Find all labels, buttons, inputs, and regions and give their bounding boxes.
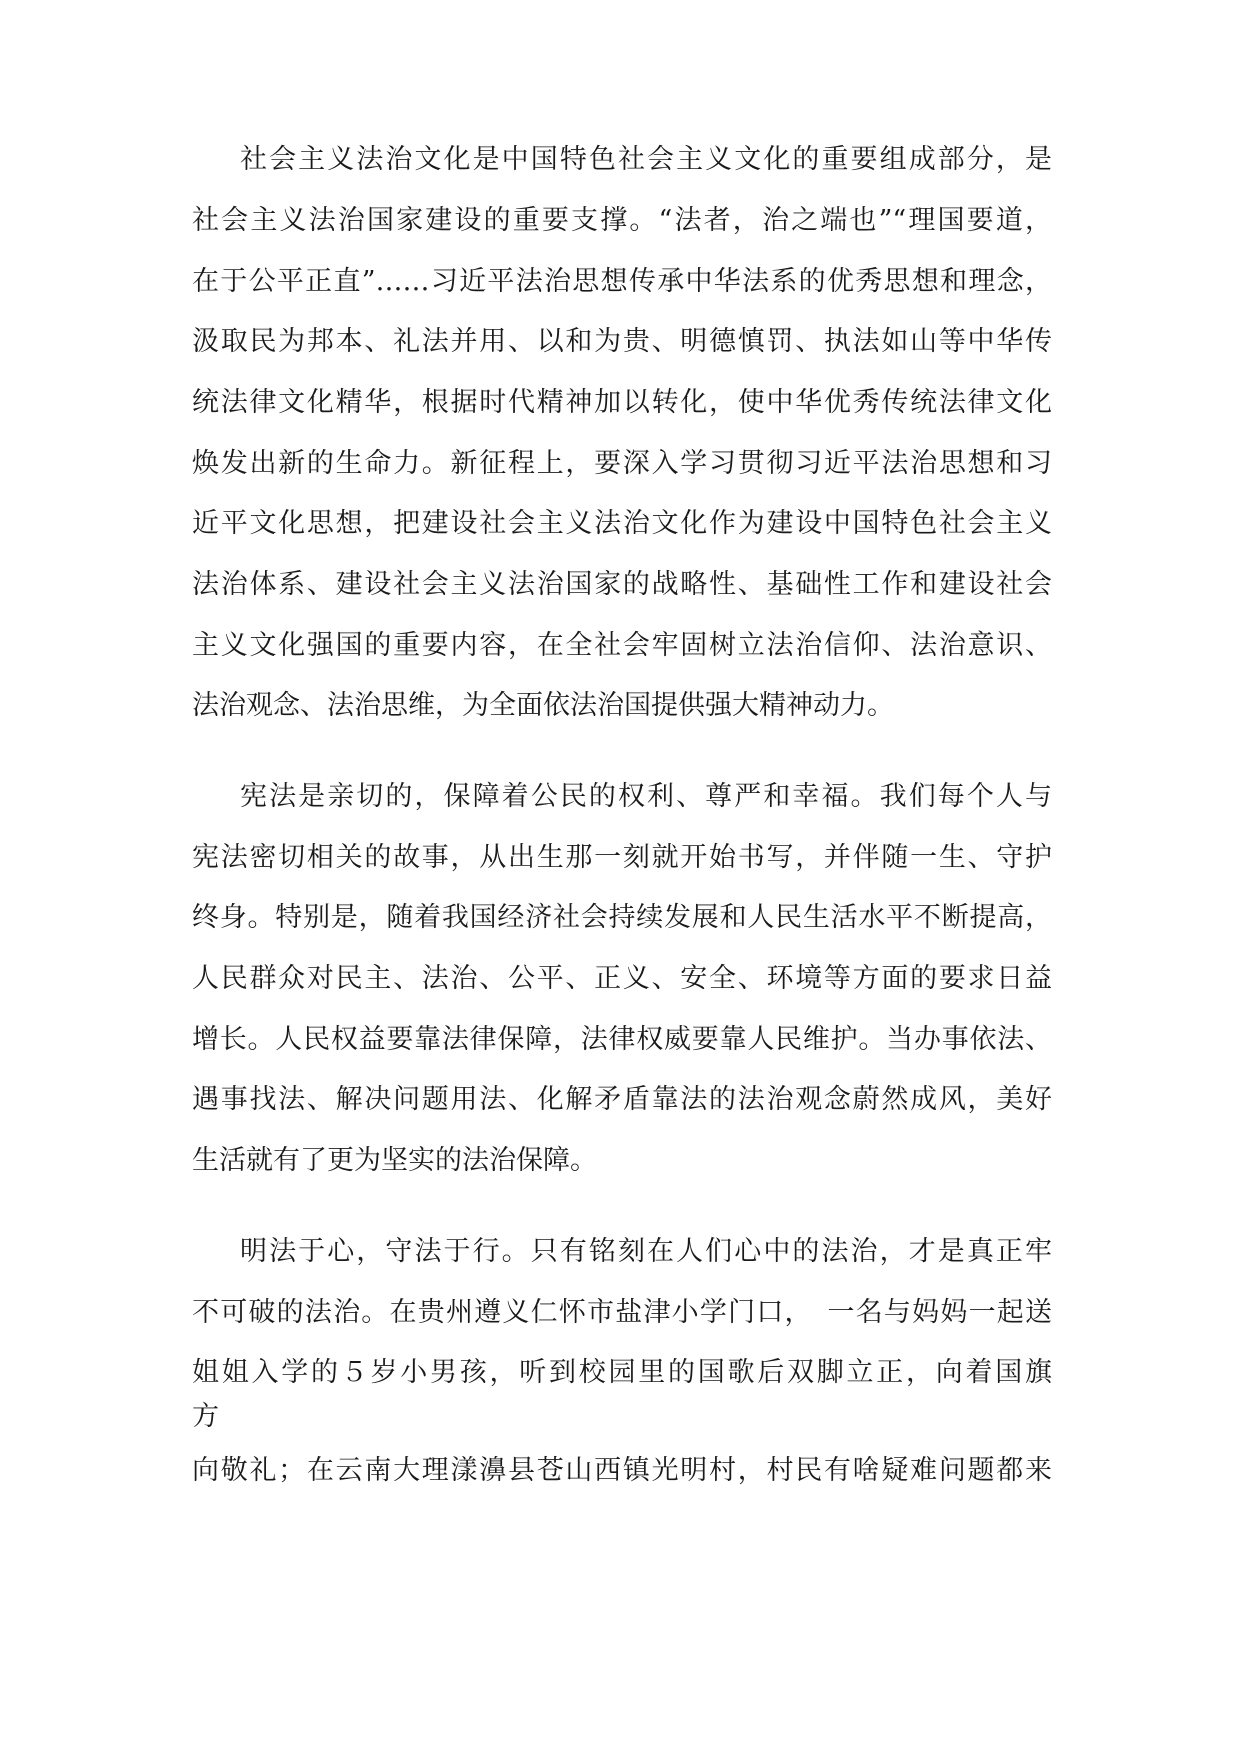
text-line: 法治体系、建设社会主义法治国家的战略性、基础性工作和建设社会 [192, 569, 1052, 600]
text-line: 不可破的法治。在贵州遵义仁怀市盐津小学门口， 一名与妈妈一起送 [192, 1297, 1052, 1328]
text-line: 在于公平正直”……习近平法治思想传承中华法系的优秀思想和理念， [192, 266, 1052, 297]
text-line: 宪法是亲切的，保障着公民的权利、尊严和幸福。我们每个人与 [240, 781, 1052, 812]
text-line: 向敬礼；在云南大理漾濞县苍山西镇光明村，村民有啥疑难问题都来 [192, 1455, 1052, 1486]
text-line: 统法律文化精华，根据时代精神加以转化，使中华优秀传统法律文化 [192, 387, 1052, 418]
text-line: 明法于心，守法于行。只有铭刻在人们心中的法治，才是真正牢 [240, 1236, 1052, 1267]
text-line: 法治观念、法治思维，为全面依法治国提供强大精神动力。 [192, 690, 894, 721]
text-line: 增长。人民权益要靠法律保障，法律权威要靠人民维护。当办事依法、 [192, 1024, 1052, 1055]
text-line: 社会主义法治国家建设的重要支撑。“法者，治之端也”“理国要道， [192, 205, 1052, 236]
text-line: 人民群众对民主、法治、公平、正义、安全、环境等方面的要求日益 [192, 963, 1052, 994]
text-line: 遇事找法、解决问题用法、化解矛盾靠法的法治观念蔚然成风，美好 [192, 1084, 1052, 1115]
text-line: 主义文化强国的重要内容，在全社会牢固树立法治信仰、法治意识、 [192, 630, 1052, 661]
text-line: 方 [192, 1401, 219, 1432]
text-line: 汲取民为邦本、礼法并用、以和为贵、明德慎罚、执法如山等中华传 [192, 326, 1052, 357]
text-line: 姐姐入学的５岁小男孩，听到校园里的国歌后双脚立正，向着国旗 [192, 1357, 1052, 1388]
text-line: 焕发出新的生命力。新征程上，要深入学习贯彻习近平法治思想和习 [192, 448, 1052, 479]
text-line: 终身。特别是，随着我国经济社会持续发展和人民生活水平不断提高， [192, 902, 1052, 933]
text-line: 生活就有了更为坚实的法治保障。 [192, 1145, 597, 1176]
text-line: 近平文化思想，把建设社会主义法治文化作为建设中国特色社会主义 [192, 508, 1052, 539]
text-line: 社会主义法治文化是中国特色社会主义文化的重要组成部分，是 [240, 144, 1052, 175]
text-line: 宪法密切相关的故事，从出生那一刻就开始书写，并伴随一生、守护 [192, 842, 1052, 873]
